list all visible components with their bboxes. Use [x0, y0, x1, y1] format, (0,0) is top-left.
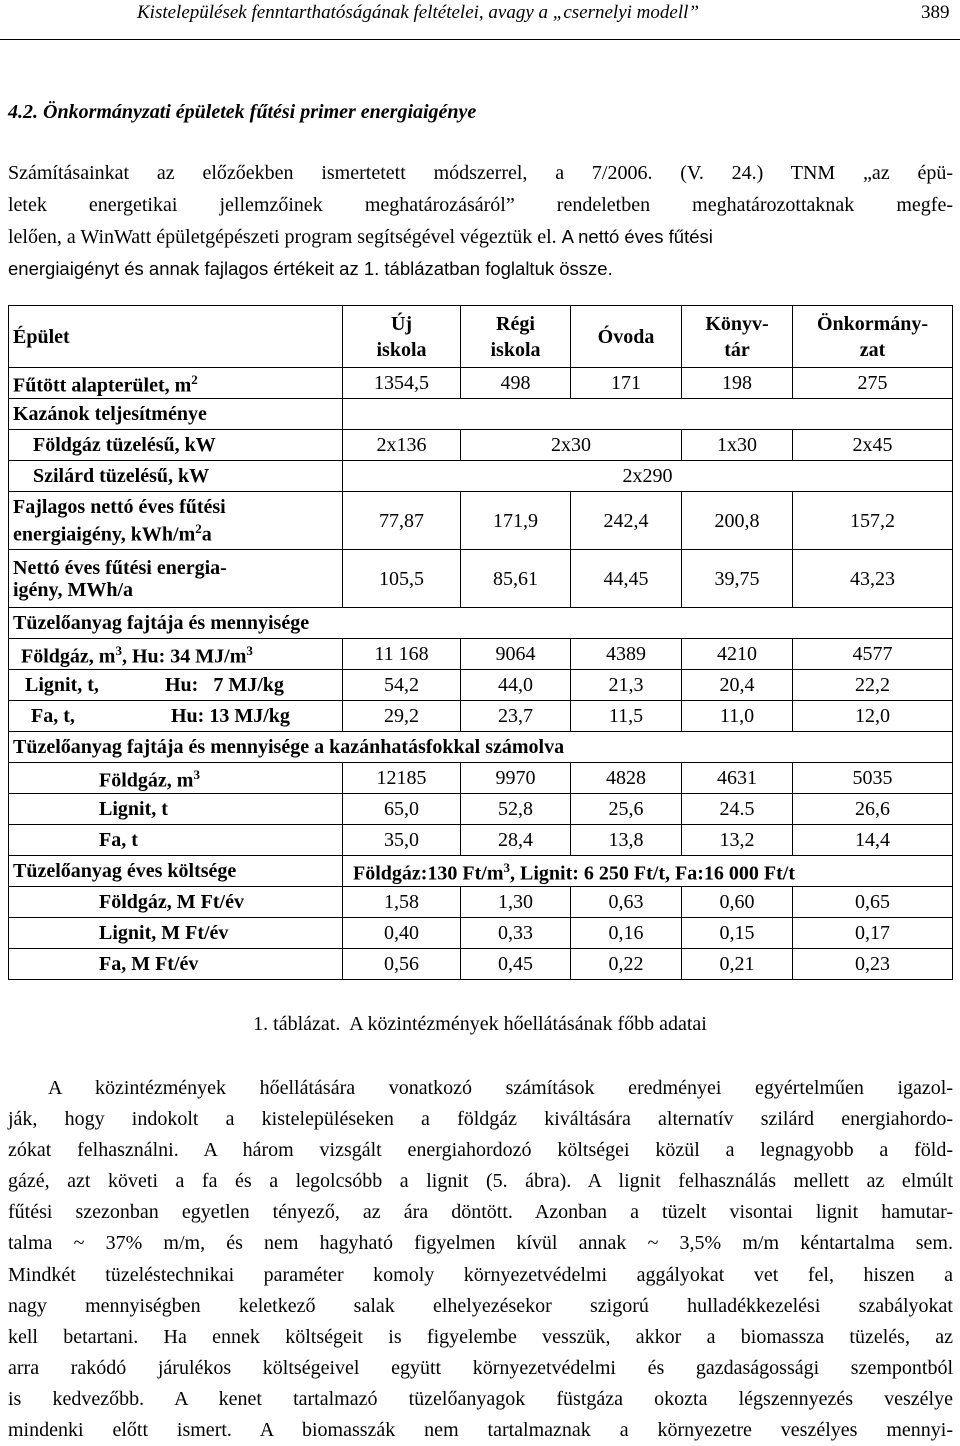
header-cell: Könyv- tár [682, 306, 793, 368]
row-label: Földgáz, M Ft/év [9, 887, 343, 918]
table-cell-empty [343, 399, 953, 430]
table-cell: 21,3 [571, 670, 682, 701]
row-label: Fűtött alapterület, $m^2$ [9, 368, 343, 399]
table-cell: 0,60 [682, 887, 793, 918]
table-cell: 25,6 [571, 794, 682, 825]
table-row [9, 949, 953, 980]
body-line: mindenki előtt ismert. A biomasszák nem tartalmaznak a környezetre veszélyes mennyi- [8, 1419, 953, 1442]
table-cell: 0,21 [682, 949, 793, 980]
table-cell: 26,6 [793, 794, 953, 825]
table-cell: 0,23 [793, 949, 953, 980]
table-row [9, 430, 953, 461]
running-header [0, 0, 960, 40]
table-cell: 29,2 [343, 701, 461, 732]
table-cell: 24.5 [682, 794, 793, 825]
table-cell: 0,16 [571, 918, 682, 949]
table-row [9, 550, 953, 608]
table-cell: 171,9 [461, 492, 571, 550]
table-cell: 198 [682, 368, 793, 399]
row-label: Tüzelőanyag éves költsége [9, 856, 343, 887]
row-label: Lignit, M Ft/év [9, 918, 343, 949]
table-cell: 242,4 [571, 492, 682, 550]
table-cell: 1x30 [682, 430, 793, 461]
table-cell: 77,87 [343, 492, 461, 550]
row-label: Tüzelőanyag fajtája és mennyisége [9, 608, 953, 639]
table-cell: 28,4 [461, 825, 571, 856]
table-cell: 13,8 [571, 825, 682, 856]
header-cell: Új iskola [343, 306, 461, 368]
row-label: Lignit, t [9, 794, 343, 825]
table-caption: 1. táblázat. A közintézmények hőellátásának főbb adatai [253, 1013, 707, 1035]
table-row [9, 732, 953, 763]
table-cell: 2x290 [343, 461, 953, 492]
table-cell: 11,0 [682, 701, 793, 732]
intro-line: letek energetikai jellemzőinek meghatározásáról” rendeletben meghatározottaknak megfe- [8, 194, 953, 216]
table-row [9, 492, 953, 550]
intro-line-3-sans: A nettó éves fűtési [561, 226, 713, 247]
table-cell: 0,22 [571, 949, 682, 980]
table-cell: 200,8 [682, 492, 793, 550]
table-row [9, 918, 953, 949]
body-line: is kedvezőbb. A kenet tartalmazó tüzelőanyagok füstgáza okozta légszennyezés veszélye [8, 1387, 953, 1410]
table-cell: 4828 [571, 763, 682, 794]
table-cell: 20,4 [682, 670, 793, 701]
table-cell: 0,40 [343, 918, 461, 949]
table-cell: 12,0 [793, 701, 953, 732]
table-row [9, 856, 953, 887]
table-cell: 498 [461, 368, 571, 399]
table-cell: 1,30 [461, 887, 571, 918]
table-cell: 0,33 [461, 918, 571, 949]
row-label: Lignit, t, Hu: 7 MJ/kg [9, 670, 343, 701]
table-row [9, 763, 953, 794]
table-cell: 54,2 [343, 670, 461, 701]
table-row [9, 461, 953, 492]
table-cell: 2x45 [793, 430, 953, 461]
intro-line-3 [8, 221, 953, 253]
row-label: Földgáz, $m^3$, Hu: 34 $MJ/m^3$ [9, 639, 343, 670]
header-cell: Önkormány- zat [793, 306, 953, 368]
row-label: Fajlagos nettó éves fűtési energiaigény, kWh/$m^2a$ [9, 492, 343, 550]
table-cell: 4577 [793, 639, 953, 670]
table-cell: 0,63 [571, 887, 682, 918]
table-cell: 35,0 [343, 825, 461, 856]
table-cell: 44,0 [461, 670, 571, 701]
table-cell: 4631 [682, 763, 793, 794]
row-label: Nettó éves fűtési energia- igény, MWh/a [9, 550, 343, 608]
table-cell: 85,61 [461, 550, 571, 608]
table-row [9, 639, 953, 670]
table-row [9, 399, 953, 430]
table-cell: 12185 [343, 763, 461, 794]
table-row [9, 368, 953, 399]
table-cell: 0,17 [793, 918, 953, 949]
intro-paragraph [8, 157, 953, 285]
body-line: ják, hogy indokolt a kistelepüléseken a földgáz kiváltására alternatív szilárd energiahordo- [8, 1108, 953, 1131]
header-cell: Óvoda [571, 306, 682, 368]
price-info: Földgáz:130 $Ft/m^3$, Lignit: 6 250 Ft/t, Fa:16 000 Ft/t [343, 856, 953, 887]
section-heading: 4.2. Önkormányzati épületek fűtési primer energiaigénye [8, 101, 477, 123]
table-cell: 9064 [461, 639, 571, 670]
table-cell: 171 [571, 368, 682, 399]
table-cell: 5035 [793, 763, 953, 794]
table-cell: 4389 [571, 639, 682, 670]
table-row [9, 887, 953, 918]
table-cell: 0,56 [343, 949, 461, 980]
body-line: Mindkét tüzeléstechnikai paraméter komoly környezetvédelmi aggályokat vet fel, hiszen a [8, 1263, 953, 1286]
body-line: fűtési szezonban egyetlen tényező, az ára döntött. Azonban a tüzelt visontai lignit hamutar- [8, 1201, 953, 1224]
body-line: talma ~ 37% m/m, és nem hagyható figyelmen kívül annak ~ 3,5% m/m kéntartalma sem. [8, 1232, 953, 1255]
intro-line: energiaigényt és annak fajlagos értékeit az 1. táblázatban foglaltuk össze. [8, 258, 613, 279]
table-cell: 9970 [461, 763, 571, 794]
body-line: A közintézmények hőellátására vonatkozó számítások eredményei egyértelműen igazol- [48, 1077, 953, 1099]
table-cell: 1354,5 [343, 368, 461, 399]
table-cell: 0,15 [682, 918, 793, 949]
table-cell: 1,58 [343, 887, 461, 918]
table-cell: 2x30 [461, 430, 682, 461]
table-cell: 23,7 [461, 701, 571, 732]
table-cell: 105,5 [343, 550, 461, 608]
table-cell: 4210 [682, 639, 793, 670]
row-label: Kazánok teljesítménye [9, 399, 343, 430]
table-cell: 11,5 [571, 701, 682, 732]
table-cell: 52,8 [461, 794, 571, 825]
intro-line: Számításainkat az előzőekben ismertetett módszerrel, a 7/2006. (V. 24.) TNM „az épü- [8, 162, 953, 184]
body-line: zókat felhasználni. A három vizsgált energiahordozó költségei közül a legnagyobb a föld- [8, 1139, 953, 1162]
body-line: arra rakódó járulékos költségeivel együtt környezetvédelmi és gazdaságossági szempontból [8, 1356, 953, 1379]
table-cell: 2x136 [343, 430, 461, 461]
header-cell: Régi iskola [461, 306, 571, 368]
table-cell: 13,2 [682, 825, 793, 856]
table-cell: 44,45 [571, 550, 682, 608]
row-label: Földgáz tüzelésű, kW [9, 430, 343, 461]
page-number: 389 [921, 2, 950, 23]
table-cell: 65,0 [343, 794, 461, 825]
table-row [9, 608, 953, 639]
row-label: Fa, t [9, 825, 343, 856]
table-header-row [9, 306, 953, 368]
row-label: Tüzelőanyag fajtája és mennyisége a kazánhatásfokkal számolva [9, 732, 953, 763]
header-label: Épület [9, 306, 343, 368]
row-label: Földgáz, $m^3$ [9, 763, 343, 794]
table-cell: 14,4 [793, 825, 953, 856]
body-line: nagy mennyiségben keletkező salak elhelyezésekor szigorú hulladékkezelési szabályokat [8, 1294, 953, 1317]
running-title: Kistelepülések fenntarthatóságának feltételei, avagy a „csernelyi modell” [137, 2, 699, 23]
body-line: kell betartani. Ha ennek költségeit is figyelembe vesszük, akkor a biomassza tüzelés, az [8, 1325, 953, 1348]
table-row [9, 670, 953, 701]
table-cell: 0,65 [793, 887, 953, 918]
data-table [8, 305, 953, 980]
body-line: gázé, azt követi a fa és a legolcsóbb a lignit (5. ábra). A lignit felhasználás mellett az elmúlt [8, 1170, 953, 1193]
table-row [9, 794, 953, 825]
table-cell: 275 [793, 368, 953, 399]
row-label: Fa, M Ft/év [9, 949, 343, 980]
row-label: Szilárd tüzelésű, kW [9, 461, 343, 492]
table-cell: 157,2 [793, 492, 953, 550]
body-paragraph [8, 1073, 953, 1446]
row-label: Fa, t, Hu: 13 MJ/kg [9, 701, 343, 732]
intro-line-3-serif: lelően, a WinWatt épületgépészeti program segítségével végeztük el. [8, 226, 557, 248]
table-cell: 0,45 [461, 949, 571, 980]
table-cell: 22,2 [793, 670, 953, 701]
table-cell: 39,75 [682, 550, 793, 608]
table-row [9, 825, 953, 856]
table-row [9, 701, 953, 732]
table-cell: 43,23 [793, 550, 953, 608]
table-cell: 11 168 [343, 639, 461, 670]
